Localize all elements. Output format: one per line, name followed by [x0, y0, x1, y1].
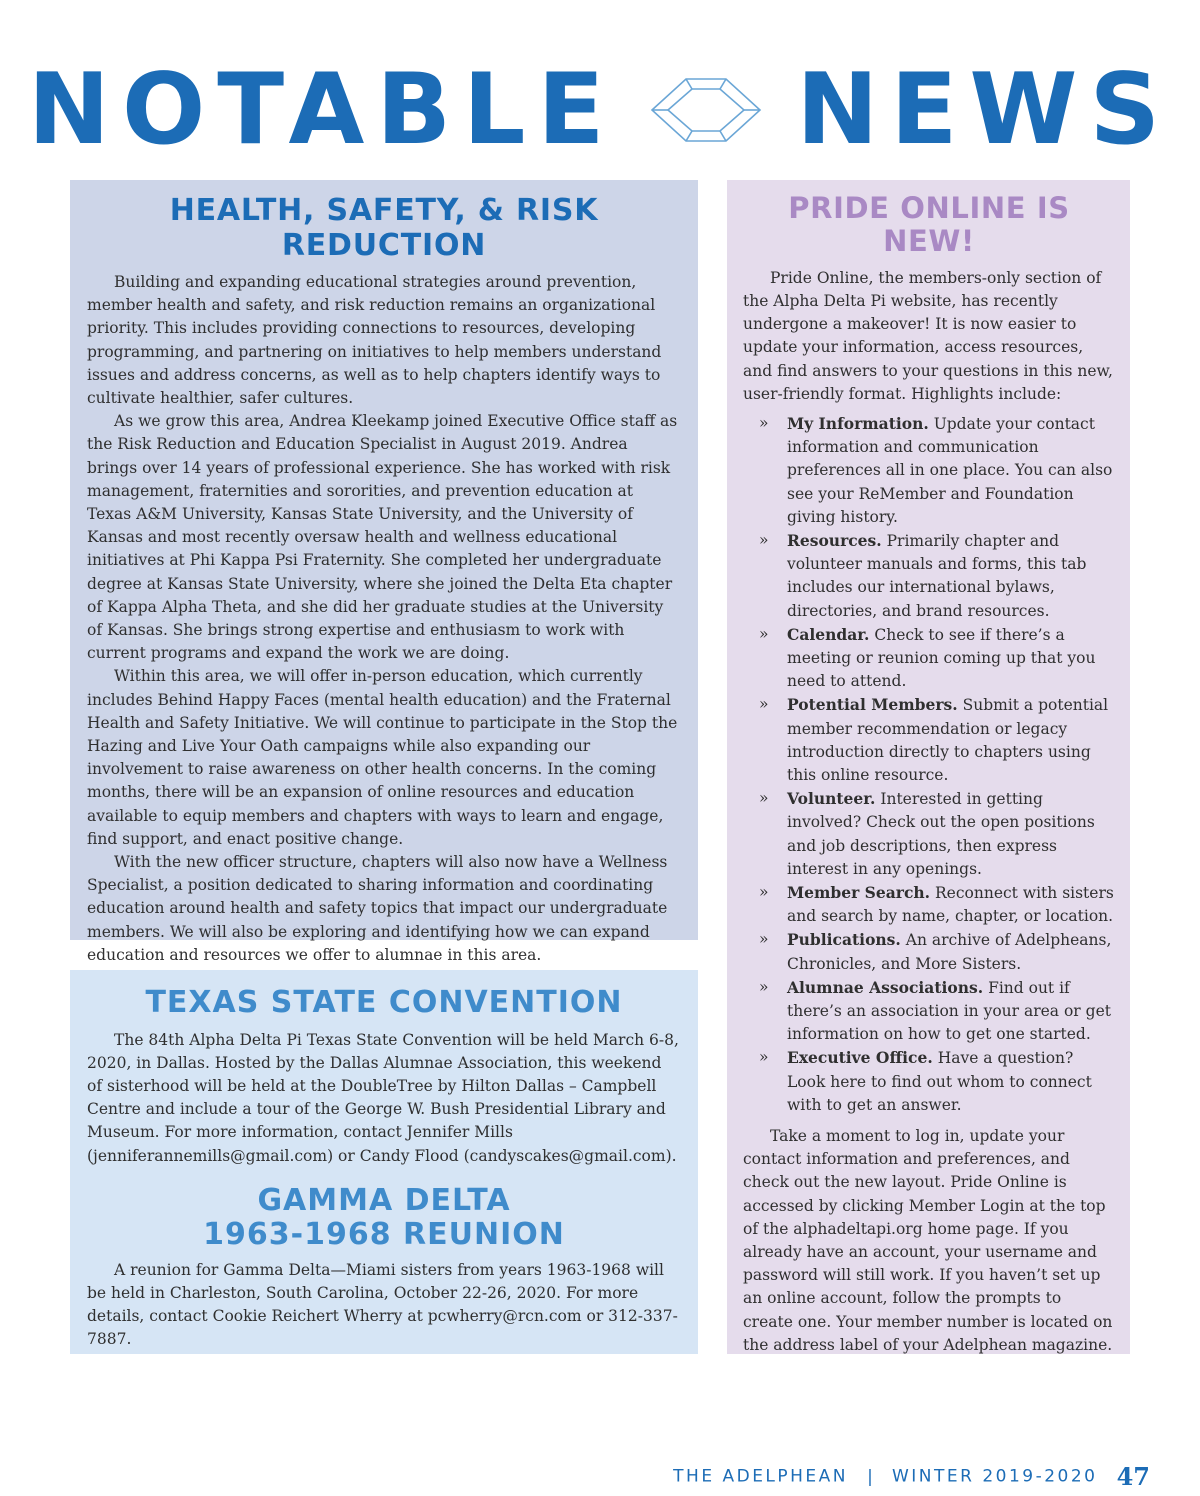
- texas-convention-paragraph: The 84th Alpha Delta Pi Texas State Convention will be held March 6-8, 2020, in Dallas. Hosted by the Dallas Alumnae Association, this weekend of sisterhood will be held at the DoubleTree by Hilton Dallas – Campbell Centre and include a tour of the George W. Bush Presidential Library and Museum. For more information, contact Jennifer Mills (jenniferannemills@gmail.com) or Candy Flood (candyscakes@gmail.com).: [87, 1030, 679, 1165]
- list-item-text: Interested in getting involved? Check out the open positions and job descriptions, then express interest in any openings.: [787, 790, 1095, 878]
- list-item: [759, 928, 1115, 975]
- list-item-text: An archive of Adelpheans, Chronicles, and More Sisters.: [787, 931, 1112, 973]
- diamond-gem-icon: [650, 77, 762, 143]
- list-item-label: My Information.: [787, 413, 929, 433]
- reunion-heading: [87, 1184, 681, 1253]
- list-item-text: Reconnect with sisters and search by name, chapter, or location.: [787, 883, 1114, 926]
- list-item: [759, 693, 1115, 787]
- masthead-word-news: NEWS: [796, 53, 1173, 167]
- chevron-bullet-icon: »: [759, 695, 769, 714]
- list-item-label: Member Search.: [787, 882, 931, 902]
- list-item: [759, 529, 1115, 623]
- list-item-text: Find out if there’s an association in your area or get information on how to get one started.: [787, 978, 1111, 1044]
- list-item-text: Primarily chapter and volunteer manuals and forms, this tab includes our international bylaws, directories, and brand resources.: [787, 531, 1087, 620]
- health-paragraph: Within this area, we will offer in-person education, which currently includes Behind Happy Faces (mental health education) and the Fraternal Health and Safety Initiative. We will continue to participate in the Stop the Hazing and Live Your Oath campaigns while also expanding our involvement to raise awareness on other health concerns. In the coming months, there will be an expansion of online resources and education available to equip members and chapters with ways to learn and engage, find support, and enact positive change.: [87, 667, 678, 848]
- list-item-label: Publications.: [787, 930, 901, 950]
- pride-closing-paragraph: Take a moment to log in, update your contact information and preferences, and check out the new layout. Pride Online is accessed by clicking Member Login at the top of the alphadeltapi.org home page. If you already have an account, your username and password will still work. If you haven’t set up an online account, follow the prompts to create one. Your member number is located on the address label of your Adelphean magazine.: [743, 1127, 1113, 1354]
- page-number: 47: [1116, 1462, 1150, 1491]
- masthead-word-notable: NOTABLE: [27, 53, 617, 167]
- health-paragraph: Building and expanding educational strategies around prevention, member health and safety, and risk reduction remains an organizational priority. This includes providing connections to resources, developing programming, and partnering on initiatives to help members understand issues and address concerns, as well as to help chapters identify ways to cultivate healthier, safer cultures.: [87, 273, 662, 408]
- chevron-bullet-icon: »: [759, 413, 769, 432]
- health-safety-heading: HEALTH, SAFETY, & RISK REDUCTION: [169, 193, 599, 263]
- health-safety-panel: [70, 180, 698, 964]
- list-item: [759, 623, 1115, 694]
- list-item-label: Potential Members.: [787, 695, 958, 715]
- list-item: [759, 1046, 1115, 1117]
- footer-issue: WINTER 2019-2020: [891, 1466, 1098, 1487]
- pride-online-panel: [727, 180, 1130, 1354]
- reunion-heading-line1: GAMMA DELTA: [257, 1182, 511, 1218]
- highlights-list: [743, 412, 1115, 1117]
- list-item: [759, 976, 1115, 1047]
- footer-publication: THE ADELPHEAN: [673, 1466, 849, 1487]
- chevron-bullet-icon: »: [759, 1048, 769, 1067]
- chevron-bullet-icon: »: [759, 624, 769, 643]
- masthead: [0, 55, 1200, 165]
- list-item: [759, 787, 1115, 881]
- pride-intro-paragraph: Pride Online, the members-only section of the Alpha Delta Pi website, has recently undergone a makeover! It is now easier to update your information, access resources, and find answers to your questions in this new, user-friendly format. Highlights include:: [743, 268, 1113, 403]
- list-item: [759, 412, 1115, 529]
- chevron-bullet-icon: »: [759, 977, 769, 996]
- list-item: [759, 881, 1115, 928]
- list-item-label: Calendar.: [787, 624, 870, 644]
- chevron-bullet-icon: »: [759, 930, 769, 949]
- texas-convention-panel: [70, 970, 698, 1354]
- health-paragraph: As we grow this area, Andrea Kleekamp joined Executive Office staff as the Risk Reduction and Education Specialist in August 2019. Andrea brings over 14 years of professional experience. She has worked with risk management, fraternities and sororities, and prevention education at Texas A&M University, Kansas State University, and the University of Kansas and most recently oversaw health and wellness educational initiatives at Phi Kappa Psi Fraternity. She completed her undergraduate degree at Kansas State University, where she joined the Delta Eta chapter of Kappa Alpha Theta, and she did her graduate studies at the University of Kansas. She brings strong expertise and enthusiasm to work with current programs and expand the work we are doing.: [87, 412, 678, 663]
- chevron-bullet-icon: »: [759, 789, 769, 808]
- pride-online-heading: PRIDE ONLINE IS NEW!: [788, 191, 1070, 259]
- list-item-label: Volunteer.: [787, 789, 876, 809]
- list-item-label: Executive Office.: [787, 1048, 933, 1068]
- footer-separator: |: [867, 1466, 873, 1487]
- chevron-bullet-icon: »: [759, 530, 769, 549]
- health-paragraph: With the new officer structure, chapters will also now have a Wellness Specialist, a position dedicated to sharing information and coordinating education around health and safety topics that impact our undergraduate members. We will also be exploring and identifying how we can expand education and resources we offer to alumnae in this area.: [87, 853, 668, 964]
- page-footer: [0, 1462, 1150, 1491]
- chevron-bullet-icon: »: [759, 882, 769, 901]
- reunion-heading-line2: 1963-1968 REUNION: [203, 1217, 565, 1253]
- reunion-paragraph: A reunion for Gamma Delta—Miami sisters from years 1963-1968 will be held in Charleston, South Carolina, October 22-26, 2020. For more details, contact Cookie Reichert Wherry at pcwherry@rcn.com or 312-337-7887.: [87, 1260, 678, 1349]
- list-item-text: Update your contact information and communication preferences all in one place. You can also see your ReMember and Foundation giving history.: [787, 414, 1113, 526]
- texas-convention-heading: TEXAS STATE CONVENTION: [145, 985, 623, 1020]
- list-item-label: Resources.: [787, 530, 882, 550]
- list-item-text: Check to see if there’s a meeting or reunion coming up that you need to attend.: [787, 625, 1096, 691]
- list-item-text: Submit a potential member recommendation or legacy introduction directly to chapters using this online resource.: [787, 696, 1109, 784]
- list-item-text: Have a question? Look here to find out whom to connect with to get an answer.: [787, 1049, 1092, 1114]
- list-item-label: Alumnae Associations.: [787, 977, 984, 997]
